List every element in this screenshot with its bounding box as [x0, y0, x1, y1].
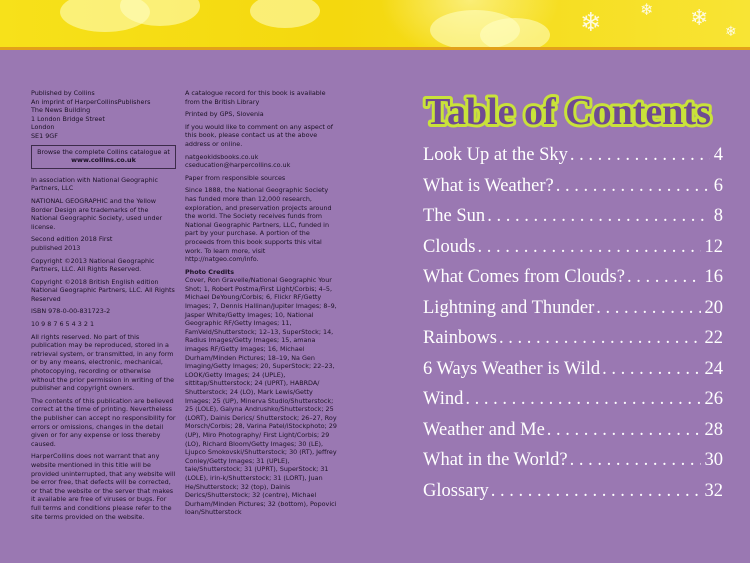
toc-entry-title: What is Weather?	[423, 175, 554, 196]
toc-leader	[489, 481, 701, 502]
imprint-paragraph: HarperCollins does not warrant that any website mentioned in this title will be provided uninterrupted, that any website will be error free, that defects will be corrected, or that the website or the server that makes it available are free of viruses or bugs. For full terms and conditions please refer to the site terms provided on the website.	[31, 452, 176, 521]
toc-entry-title: What in the World?	[423, 450, 568, 470]
toc-entry	[423, 267, 723, 298]
toc-entry-page: 26	[704, 389, 723, 409]
snowflake-icon: ❄	[725, 24, 737, 40]
banner-border	[0, 47, 750, 50]
imprint-paragraph: All rights reserved. No part of this publication may be reproduced, stored in a retrieval system, or transmitted, in any form or by any means, electronic, mechanical, photocopying, recording or otherwise without the prior permission in writing of the publisher and copyright owners.	[31, 332, 175, 393]
toc-entry	[423, 206, 723, 237]
publisher-line: The News Building	[31, 106, 91, 115]
toc-leader	[600, 359, 700, 380]
photo-credits-text: Cover, Ron Gravelle/National Geographic Your Shot; 1, Robert Postma/First Light/Corbis; 4–5, Michael DeYoung/Corbis; 6, Flickr RF/Getty Images; 7, Dennis Hallinan/Jupiter Images; 8–9, Jasper White/Getty Images; 10, National Geographic RF/Getty Images; 11, FamVeld/Shutterstock; 12–13, SuperStock; 14, Radius Images/Getty Images; 15, amana images RF/Getty Images; 16, Michael Durham/Minden Pictures; 18–19, Na Gen Imaging/Getty Images; 20, SuperStock; 22–23, LOOK/Getty Images; 24 (UPLE), sittitap/Shutterstock; 24 (UPRT), HABRDA/ Shutterstock; 24 (LO), Mark Lewis/Getty Images; 25 (UP), Minerva Studio/Shutterstock; 25 (LOLE), Galyna Andrushko/Shutterstock; 25 (LORT), Dainis Derics/ Shutterstock; 26–27, Roy Morsch/Corbis; 28, Varina Patel/iStockphoto; 29 (UP), Miro Photography/ First Light/Corbis; 29 (LO), Richard Bloom/Getty Images; 30 (LE), Ljupco Smokovski/Shutterstock; 30 (RT), Jeffrey Conley/Getty Images; 31 (UPLE), taie/Shutterstock; 31 (UPRT), SuperStock; 31 (LOLE), irin-k/Shutterstock; 31 (LORT), Juan He/Shutterstock; 32 (top), Dainis Derics/Shutterstock; 32 (centre), Michael Durham/Minden Pictures; 32 (bottom), Popovici Ioan/Shutterstock	[185, 276, 337, 517]
toc-leader	[475, 237, 700, 258]
toc-entry-title: Clouds	[423, 236, 476, 257]
toc-leader	[568, 450, 701, 471]
imprint-paragraph: NATIONAL GEOGRAPHIC and the Yellow Border Design are trademarks of the National Geographic Society, used under license.	[31, 196, 163, 231]
toc-leader	[594, 298, 700, 319]
imprint-paragraph: Printed by GPS, Slovenia	[185, 110, 264, 119]
snowflake-icon: ❄	[690, 6, 709, 31]
toc-entry-page: 4	[713, 145, 723, 165]
toc-entry-title: 6 Ways Weather is Wild	[423, 358, 601, 379]
toc-title-text: Table of Contents	[425, 91, 711, 133]
catalogue-url: www.collins.co.uk	[71, 156, 136, 165]
imprint-paragraph: Since 1888, the National Geographic Society has funded more than 12,000 research, exploration, and preservation projects around the world. The Society receives funds from National Geographic Partners, LLC, funded in part by your purchase. A portion of the proceeds from this book supports this vital work. To learn more, visit http://natgeo.com/info.	[185, 186, 332, 264]
toc-entry	[423, 176, 723, 207]
toc-entry	[423, 389, 723, 420]
toc-entry	[423, 481, 723, 512]
publisher-line: SE1 9GF	[31, 131, 58, 140]
toc-entry-title: What Comes from Clouds?	[423, 267, 625, 287]
toc-entry-page: 20	[704, 297, 723, 318]
catalogue-text: Browse the complete Collins catalogue at	[37, 147, 170, 156]
imprint-paragraph: Copyright ©2018 British English edition National Geographic Partners, LLC. All Rights Reserved	[31, 277, 175, 303]
catalogue-box	[31, 145, 176, 169]
contact-lines: natgeokidsbooks.co.uk cseducation@harpercollins.co.uk	[185, 152, 291, 170]
imprint-paragraph: Second edition 2018 First published 2013	[31, 235, 113, 252]
cloud-shape	[480, 18, 550, 50]
publisher-line: 1 London Bridge Street	[31, 114, 105, 123]
toc-leader	[568, 145, 710, 166]
publisher-line: London	[31, 123, 55, 132]
toc-entry-title: Lightning and Thunder	[423, 297, 595, 318]
imprint-paragraph: Paper from responsible sources	[185, 173, 286, 182]
toc-list	[423, 145, 723, 511]
imprint-paragraph: A catalogue record for this book is available from the British Library	[185, 89, 326, 106]
toc-entry-title: Weather and Me	[423, 419, 545, 440]
imprint-paragraph: Copyright ©2013 National Geographic Partners, LLC. All Rights Reserved.	[31, 256, 155, 274]
imprint-paragraph: In association with National Geographic Partners, LLC	[31, 175, 158, 193]
publisher-line: Published by Collins	[31, 89, 95, 97]
toc-title	[403, 84, 733, 136]
toc-entry-page: 32	[704, 480, 723, 501]
cloud-shape	[250, 0, 320, 28]
toc-entry	[423, 450, 723, 481]
toc-entry-page: 16	[704, 267, 723, 287]
toc-entry-title: The Sun	[423, 206, 486, 226]
toc-entry-title: Glossary	[423, 480, 489, 501]
toc-entry	[423, 359, 723, 390]
toc-leader	[545, 420, 701, 441]
toc-entry-title: Look Up at the Sky	[423, 145, 568, 165]
photo-credits-heading: Photo Credits	[185, 267, 235, 276]
top-banner	[0, 0, 750, 50]
toc-entry-page: 30	[704, 450, 723, 470]
toc-entry-page: 12	[704, 236, 723, 257]
toc-entry-page: 8	[713, 206, 723, 226]
print-line: 10 9 8 7 6 5 4 3 2 1	[31, 320, 95, 329]
toc-entry-page: 28	[704, 419, 723, 440]
toc-entry	[423, 237, 723, 268]
toc-leader	[485, 206, 710, 227]
toc-leader	[554, 176, 710, 197]
snowflake-icon: ❄	[640, 0, 654, 19]
imprint-column-left	[31, 89, 176, 525]
toc-entry	[423, 145, 723, 176]
toc-leader	[625, 267, 701, 288]
toc-leader	[497, 328, 701, 349]
toc-entry	[423, 298, 723, 329]
imprint-paragraph: If you would like to comment on any aspect of this book, please contact us at the above address or online.	[185, 122, 334, 148]
toc-leader	[463, 389, 700, 410]
isbn: ISBN 978-0-00-831723-2	[31, 307, 111, 316]
imprint-paragraph: The contents of this publication are believed correct at the time of printing. Nevertheless the publisher can accept no responsibility for errors or omissions, changes in the detail given or for any expense or loss thereby caused.	[31, 396, 176, 448]
toc-entry	[423, 328, 723, 359]
publisher-line: An imprint of HarperCollinsPublishers	[31, 97, 151, 106]
toc-entry-page: 24	[704, 358, 723, 379]
toc-entry-page: 22	[704, 328, 723, 348]
toc-entry-page: 6	[713, 175, 723, 196]
snowflake-icon: ❄	[580, 8, 602, 38]
imprint-column-right	[185, 89, 337, 521]
toc-entry	[423, 420, 723, 451]
toc-entry-title: Rainbows	[423, 328, 497, 348]
publisher-block	[31, 89, 176, 141]
toc-entry-title: Wind	[423, 389, 464, 409]
